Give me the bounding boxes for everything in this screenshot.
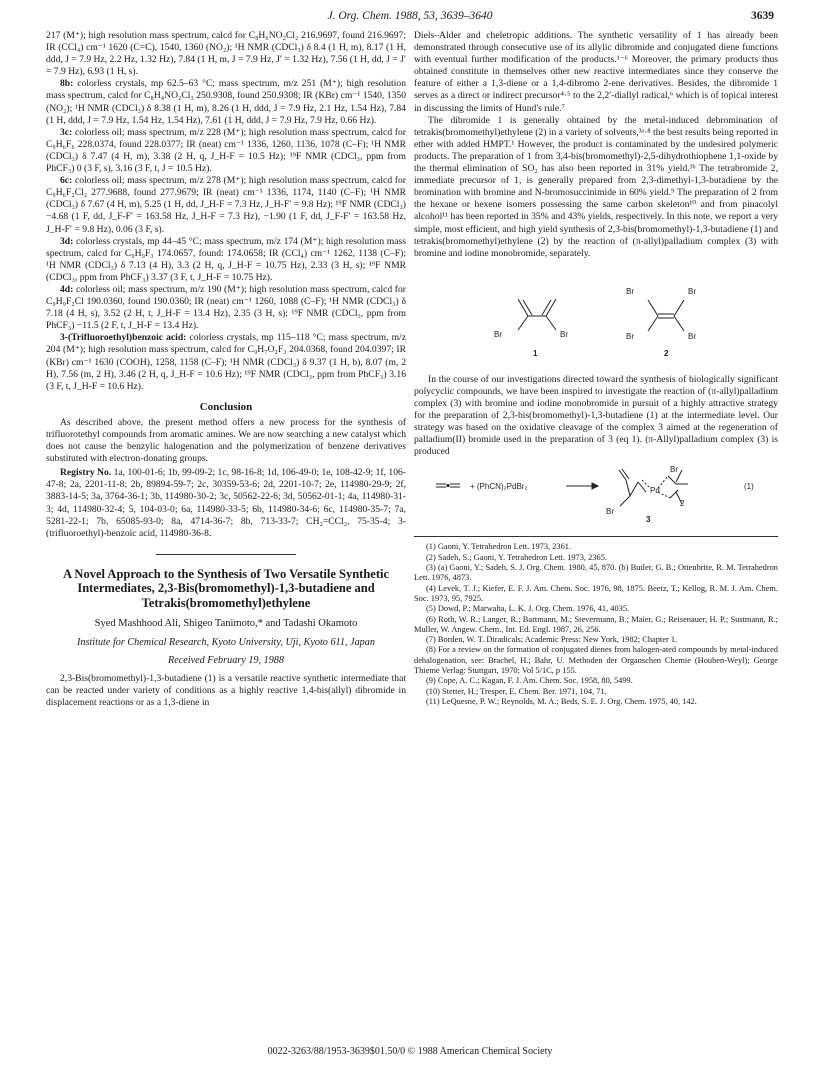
reference-1: (1) Gaoni, Y. Tetrahedron Lett. 1973, 2361.: [426, 542, 572, 552]
structure-2-br-top-left: Br: [626, 286, 634, 296]
reference-9: (9) Cope, A. C.; Kagan, F. J. Am. Chem. Soc. 1958, 80, 5499.: [426, 676, 633, 686]
equation-reagent: + (PhCN)₂PdBr₂: [470, 482, 528, 492]
body-paragraph-1: Diels–Alder and cheletropic additions. The synthetic versatility of 1 has already been demonstrated through consecutive use of its allylic dibromide and conjugated diene functions with eventual further modification of the products.¹⁻⁶ Moreover, the primary products thus obtained constitute in themselves other new reactive intermediates since they conserve the feature of either a 1,3-diene or a 1,4-dibromo 2-ene derivatives. Besides, the dibromide 1 serves as a direct or indirect precursor⁴·⁵ to the 2,2′-diallyl radical,⁶ which is of topical interest in discussing the limits of Hund's rule.⁷: [414, 30, 778, 114]
structure-2-br-bottom-right: Br: [688, 331, 696, 341]
compound-data-3c: 3c: colorless oil; mass spectrum, m/z 228 (M⁺); high resolution mass spectrum, calcd for C₉H₆F₆ 228.0374, found 228.0377; IR (neat) cm⁻¹ 1336, 1260, 1136, 1078 (C–F); ¹H NMR (CDCl₃) δ 7.47 (4 H, m), 3.38 (2 H, q, J_H-F = 10.5 Hz); ¹⁹F NMR (CDCl₃, ppm from PhCF₃) 0 (3 F, s), 3.16 (3 F, t, J = 10.5 Hz).: [46, 126, 406, 175]
left-column: [46, 30, 406, 709]
reference-2: (2) Sadeh, S.; Gaoni, Y. Tetrahedron Lett. 1973, 2365.: [426, 552, 607, 562]
copyright-footer: 0022-3263/88/1953-3639$01.50/0 © 1988 American Chemical Society: [267, 1046, 553, 1057]
equation-br-top: Br: [670, 465, 678, 475]
equation-br-left: Br: [606, 507, 614, 517]
received-date: Received February 19, 1988: [168, 654, 284, 666]
compound-data-3d: 3d: colorless crystals, mp 44–45 °C; mass spectrum, m/z 174 (M⁺); high resolution mass spectrum, calcd for C₉H₉F₃ 174.0657, found: 174.0658; IR (CCl₄) cm⁻¹ 1262, 1138 (C–F); ¹H NMR (CDCl₃) δ 7.13 (4 H), 3.3 (2 H, q, J_H-F = 10.75 Hz), 2.33 (3 H, s); ¹⁹F NMR (CDCl₃, ppm from PhCF₃) 3.37 (3 F, t, J_H-F = 10.75 Hz).: [46, 235, 406, 283]
structure-2-label: 2: [664, 348, 669, 358]
reaction-arrow: [566, 483, 598, 489]
structures-figure: [414, 268, 778, 364]
reference-5: (5) Dowd, P.; Marwaha, L. K. J. Org. Chem. 1976, 41, 4035.: [426, 604, 630, 614]
registry-numbers: Registry No. 1a, 100-01-6; 1b, 99-09-2; 1c, 98-16-8; 1d, 106-49-0; 1e, 108-42-9; 1f, 106-47-8; 2a, 2201-11-8; 2b, 89894-59-7; 2c, 30359-53-6; 2d, 2201-10-7; 2e, 114980-29-9; 2f, 3883-14-5; 3a, 3764-36-1; 3b, 114980-30-2; 3c, 50562-22-6; 3d, 50562-01-1; 4a, 114980-31-3; 4d, 114980-32-4; 5, 104-03-0; 6a, 114980-33-5; 6b, 114980-34-6; 6c, 114980-35-7; 7a, 5281-22-1; 7b, 65085-93-0; 8a, 4714-36-7; 8b, 713-33-7; CH₂=CCl₂, 75-35-4; 3-(trifluoroethyl)-benzoic acid, 114980-36-8.: [46, 467, 406, 539]
compound-data-benzoic-acid: 3-(Trifluoroethyl)benzoic acid: colorless crystals, mp 115–118 °C; mass spectrum, m/z 204 (M⁺); high resolution mass spectrum, calcd for C₉H₇O₂F₃ 204.0368, found 204.0397; IR (KBr) cm⁻¹ 1630 (COOH), 1258, 1158 (C–F); ¹H NMR (CDCl₃) δ 9.37 (1 H, b), 8.07 (m, 2 H), 7.56 (m, 2 H), 3.46 (2 H, q, J_H-F = 10.6 Hz); ¹⁹F NMR (CDCl₃, ppm from PhCF₃) 3.16 (3 F, t, J_H-F = 10.6 Hz).: [46, 332, 406, 392]
article-separator: [156, 554, 296, 555]
right-column: [414, 30, 778, 707]
author-institution: Institute for Chemical Research, Kyoto University, Uji, Kyoto 611, Japan: [77, 636, 375, 648]
equation-svg: [414, 462, 778, 528]
structure-1-bonds: [518, 299, 556, 330]
reference-8: (8) For a review on the formation of conjugated dienes from halogen-ated compounds by metal-induced dehalogenation, see: Brachel, H.; Bahr, U. Methoden der Organschen Chemie (Houben-Weyl); George Thieme Verlag: Stuttgart, 1970; Vol 5/1C, p 155.: [414, 645, 778, 675]
reference-10: (10) Stetter, H.; Tresper, E. Chem. Ber. 1971, 104, 71.: [426, 686, 607, 696]
equation-1: [414, 462, 778, 528]
intro-paragraph: 2,3-Bis(bromomethyl)-1,3-butadiene (1) is a versatile reactive synthetic intermediate that can be reacted under variety of conditions as a highly reactive 1,4-bis(allyl) dibromide in displacement reactions or as a 1,3-diene in: [46, 672, 406, 709]
structure-2-br-top-right: Br: [688, 286, 696, 296]
article-authors: Syed Mashhood Ali, Shigeo Tanimoto,* and Tadashi Okamoto: [94, 618, 358, 630]
reference-7: (7) Borden, W. T. Diradicals; Academic Press: New York, 1982; Chapter 1.: [426, 635, 678, 645]
reference-6: (6) Roth, W. R.; Langer, R.; Bartmann, M.; Stevermann, B.; Maier, G.; Reisenauer, H. P.; Sustmann, R.; Muller, W. Angew. Chem., Int. Ed. Engl. 1987, 26, 256.: [414, 614, 778, 634]
compound-data-6c: 6c: colorless oil; mass spectrum, m/z 278 (M⁺); high resolution mass spectrum, calcd for C₉H₆F₂Cl₂ 277.9688, found 277.9679; IR (neat) cm⁻¹ 1336, 1174, 1140 (C–F); ¹H NMR (CDCl₃) δ 7.67 (4 H, m), 5.25 (1 H, dd, J_H-F = 7.3 Hz, J_H-F′ = 9.8 Hz); ¹⁹F NMR (CDCl₃) −4.68 (1 F, dd, J_F-F′ = 163.58 Hz, J_H-F = 7.3 Hz), −1.90 (1 F, dd, J_F-F′ = 163.58 Hz, J_H-F′ = 9.8 Hz), 0.06 (3 F, s).: [46, 175, 406, 235]
structures-svg: [414, 268, 778, 364]
dimer-subscript: 2: [680, 499, 685, 509]
equation-number: (1): [744, 482, 754, 492]
article-title: A Novel Approach to the Synthesis of Two Versatile Synthetic Intermediates, 2,3-Bis(bromomethyl)-1,3-butadiene and Tetrakis(bromomethyl)ethylene: [62, 566, 390, 610]
structure-2-br-bottom-left: Br: [626, 331, 634, 341]
page-header: [46, 10, 774, 26]
allene-center-dot: [446, 484, 449, 487]
palladium-atom: Pd: [650, 486, 660, 496]
reference-11: (11) LeQuesne, P. W.; Reynolds, M. A.; Beds, S. E. J. Org. Chem. 1975, 40, 142.: [426, 696, 697, 706]
references-list: [414, 536, 778, 707]
structure-2-bonds: [648, 300, 684, 331]
structure-1-label: 1: [533, 348, 538, 358]
product-3-label: 3: [646, 515, 651, 525]
reference-4: (4) Levek, T. J.; Kiefer, E. F. J. Am. Chem. Soc. 1976, 98, 1875. Beetz, T.; Kellog, R. M. J. Am. Chem. Soc. 1973, 95, 7925.: [414, 583, 778, 603]
compound-data-4d: 4d: colorless oil; mass spectrum, m/z 190 (M⁺); high resolution mass spectrum, calcd for C₉H₉F₂Cl 190.0360, found 190.0360; IR (neat) cm⁻¹ 1260, 1088 (C–F); ¹H NMR (CDCl₃) δ 7.18 (4 H, s), 3.52 (2 H, t, J_H-F = 13.4 Hz), 2.35 (3 H, s); ¹⁹F NMR (CDCl₃, ppm from PhCF₃) −11.5 (2 F, t, J_H-F = 13.4 Hz).: [46, 283, 406, 332]
conclusion-text: As described above, the present method offers a new process for the synthesis of trifluorotethyl compounds from aromatic amines. We are now searching a new catalyst which does not cause the benzylic halogenation and the polymerization of benzene derivatives substituted with electron-donating groups.: [46, 416, 406, 465]
body-paragraph-3: In the course of our investigations directed toward the synthesis of biologically significant polycyclic compounds, we have been inspired to investigate the reaction of (π-allyl)palladium complex (3) with bromine and iodine monobromide in pursuit of a highly attractive strategy for the preparation of 2,3-bis(bromomethyl)-1,3-butadiene (1) at the intermediate level. Our strategy was based on the oxidative cleavage of the complex 3 aimed at the regeneration of palladium(II) bromide used in the preparation of 3 (eq 1). (π-Allyl)palladium complex (3) is produced: [414, 373, 778, 458]
reference-3: (3) (a) Gaoni, Y.; Sadeh, S. J. Org. Chem. 1980, 45, 870. (b) Butler, G. B.; Ottenbrite, R. M. Tetrahedron Lett. 1976, 4873.: [414, 563, 778, 583]
conclusion-heading: Conclusion: [199, 400, 253, 413]
compound-data-0: 217 (M⁺); high resolution mass spectrum, calcd for C₈H₆NO₂Cl₂ 216.9697, found 216.9697; IR (CCl₄) cm⁻¹ 1620 (C=C), 1540, 1360 (NO₂); ¹H NMR (CDCl₃) δ 8.4 (1 H, m), 8.17 (1 H, ddd, J = 7.9 Hz, 2.2 Hz, 1.32 Hz), 7.84 (1 H, m, J = 7.9 Hz, J′ = 1.32 Hz), 7.56 (1 H, dd, J = J′ = 7.9 Hz), 6.93 (1 H, s).: [46, 30, 406, 78]
structure-1-br-right: Br: [560, 329, 568, 339]
journal-citation: J. Org. Chem. 1988, 53, 3639–3640: [327, 10, 493, 22]
structure-1-br-left: Br: [494, 329, 502, 339]
compound-data-8b: 8b: colorless crystals, mp 62.5–63 °C; mass spectrum, m/z 251 (M⁺); high resolution mass spectrum, calcd for C₈H₄NO₂Cl₃ 250.9308, found 250.9308; IR (KBr) cm⁻¹ 1540, 1350 (NO₂); ¹H NMR (CDCl₃) δ 8.38 (1 H, m), 8.26 (1 H, ddd, J = 7.9 Hz, 2.1 Hz, 1.54 Hz), 7.84 (1 H, ddd, J = 7.9 Hz, 1.54 Hz, 1.54 Hz), 7.61 (1 H, ddd, J = 7.9 Hz, 7.9 Hz, 0.66 Hz).: [46, 78, 406, 126]
page-number: 3639: [751, 10, 774, 22]
body-paragraph-2: The dibromide 1 is generally obtained by the metal-induced debromination of tetrakis(bromomethyl)ethylene (2) in a variety of solvents,³ᵃ·⁸ the best results being reported in ether with added HMPT.¹ However, the product is contaminated by the undesired polymeric products. The preparation of 1 from 3,4-bis(bromomethyl)-2,5-dihydrothiophene 1,1-oxide by the thermal elimination of SO₂ has also been reported in 31% yield.³ᵇ The tetrabromide 2, immediate precursor of 1, is generally prepared from 2,3-dimethyl-1,3-butadiene by the bromination with bromine and N-bromosuccinimide in 60% yield.⁹ The preparation of 2 from the hexane or hexene isomers possessing the same carbon skeleton¹⁰ and from pinacolyl alcohol¹¹ has been reported in 35% and 43% yields, respectively. In this note, we report a very simple, most efficient, and high yield synthesis of 2,3-bis(bromomethyl)-1,3-butadiene (1) and tetrakis(bromomethyl)ethylene (2) by the reaction of (π-allyl)palladium complex (3) with bromine and iodine monobromide, separately.: [414, 114, 778, 259]
